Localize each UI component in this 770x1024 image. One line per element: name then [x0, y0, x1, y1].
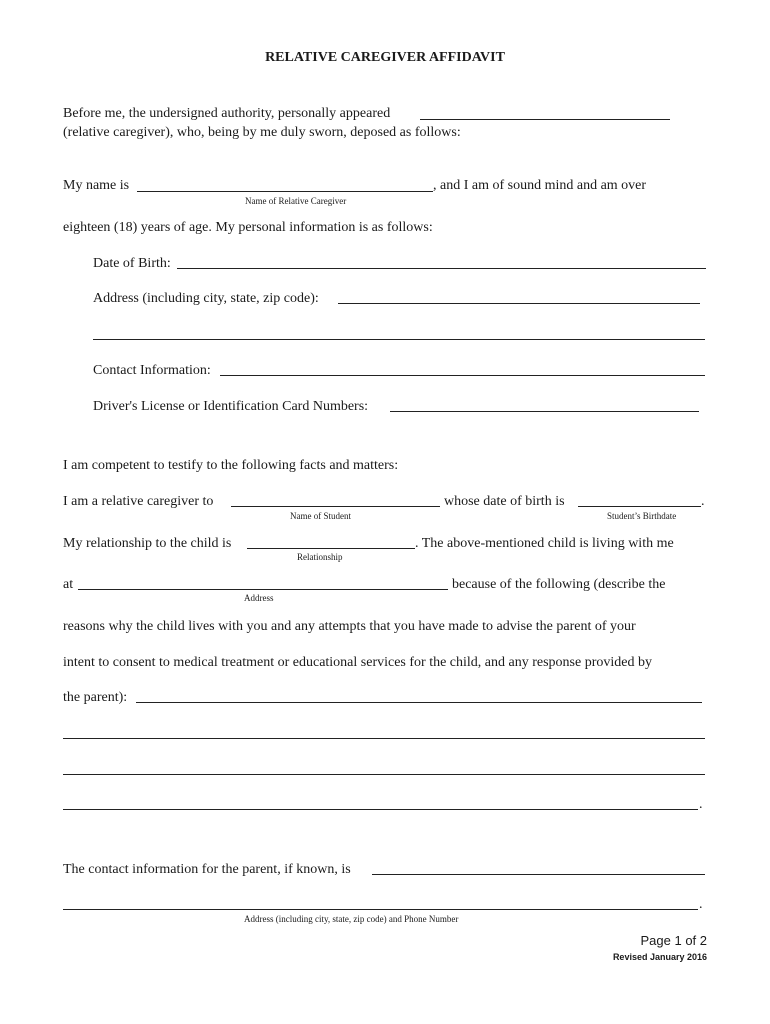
competent-statement: I am competent to testify to the following facts and matters: — [63, 458, 399, 473]
contact-field[interactable] — [220, 375, 705, 376]
parent-contact-field[interactable] — [372, 874, 705, 875]
caregiver-prefix: I am a relative caregiver to — [63, 494, 214, 509]
license-label: Driver's License or Identification Card Numbers: — [93, 399, 369, 414]
reasons-line-2: intent to consent to medical treatment or educational services for the child, and any response provided by — [63, 655, 652, 670]
address-field[interactable] — [338, 303, 700, 304]
reasons-line-1: reasons why the child lives with you and any attempts that you have made to advise the parent of your — [63, 619, 636, 634]
name-suffix: , and I am of sound mind and am over — [433, 178, 647, 193]
student-name-field[interactable] — [231, 506, 440, 507]
caregiver-name-caption: Name of Relative Caregiver — [245, 196, 347, 206]
name-prefix: My name is — [63, 178, 130, 193]
caregiver-end: . — [701, 494, 705, 509]
address-field-line-2[interactable] — [93, 339, 705, 340]
license-field[interactable] — [390, 411, 699, 412]
appeared-name-field[interactable] — [420, 119, 670, 120]
reasons-field-4[interactable] — [63, 809, 698, 810]
revised-date: Revised January 2016 — [612, 952, 707, 962]
dob-field[interactable] — [177, 268, 706, 269]
student-birthdate-field[interactable] — [578, 506, 701, 507]
child-address-field[interactable] — [78, 589, 448, 590]
reasons-field-3[interactable] — [63, 774, 705, 775]
contact-label: Contact Information: — [93, 363, 211, 378]
at-suffix: because of the following (describe the — [452, 577, 666, 592]
relationship-field[interactable] — [247, 548, 415, 549]
parent-contact-end-period: . — [699, 897, 703, 912]
caregiver-middle: whose date of birth is — [444, 494, 565, 509]
parent-contact-label: The contact information for the parent, if known, is — [63, 862, 351, 877]
reasons-field-2[interactable] — [63, 738, 705, 739]
address-label: Address (including city, state, zip code): — [93, 291, 319, 306]
parent-contact-caption: Address (including city, state, zip code) and Phone Number — [244, 914, 459, 924]
intro-line-2: (relative caregiver), who, being by me duly sworn, deposed as follows: — [63, 125, 461, 140]
at-prefix: at — [63, 577, 74, 592]
age-statement: eighteen (18) years of age. My personal information is as follows: — [63, 220, 433, 235]
page-number: Page 1 of 2 — [640, 933, 707, 948]
reasons-end-period: . — [699, 797, 703, 812]
caregiver-name-field[interactable] — [137, 191, 433, 192]
intro-line-1: Before me, the undersigned authority, personally appeared — [63, 106, 391, 121]
relationship-prefix: My relationship to the child is — [63, 536, 232, 551]
parent-contact-field-2[interactable] — [63, 909, 698, 910]
document-title: RELATIVE CAREGIVER AFFIDAVIT — [265, 50, 505, 65]
relationship-caption: Relationship — [297, 552, 343, 562]
reasons-line-3: the parent): — [63, 690, 128, 705]
reasons-field-1[interactable] — [136, 702, 702, 703]
dob-label: Date of Birth: — [93, 256, 171, 271]
student-name-caption: Name of Student — [290, 511, 351, 521]
student-birthdate-caption: Student’s Birthdate — [607, 511, 677, 521]
child-address-caption: Address — [244, 593, 274, 603]
relationship-suffix: . The above-mentioned child is living with me — [415, 536, 674, 551]
